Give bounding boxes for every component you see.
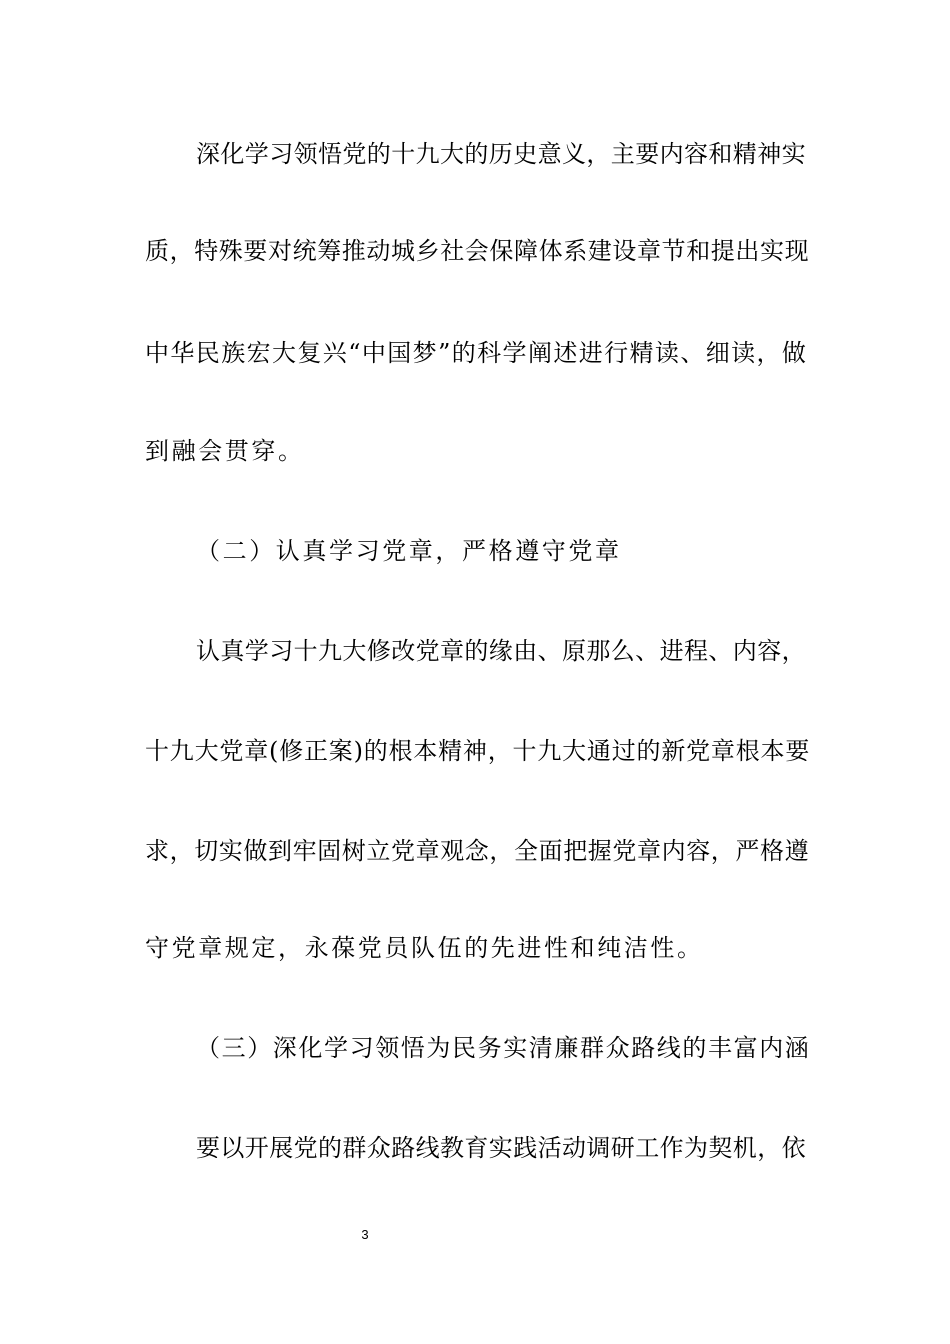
section-heading: （二）认真学习党章，严格遵守党章 <box>196 537 622 565</box>
paragraph-line: 深化学习领悟党的十九大的历史意义，主要内容和精神实 <box>196 140 806 168</box>
paragraph-line: 认真学习十九大修改党章的缘由、原那么、进程、内容， <box>196 637 806 665</box>
page-number: 3 <box>361 1227 369 1242</box>
paragraph-line: 要以开展党的群众路线教育实践活动调研工作为契机，依 <box>196 1134 806 1162</box>
paragraph-line: 求，切实做到牢固树立党章观念，全面把握党章内容，严格遵 <box>145 837 810 865</box>
paragraph-line: 到融会贯穿。 <box>145 437 305 465</box>
paragraph-line: 守党章规定，永葆党员队伍的先进性和纯洁性。 <box>145 934 704 962</box>
paragraph-line: 十九大党章(修正案)的根本精神，十九大通过的新党章根本要 <box>145 737 811 765</box>
paragraph-line: 中华民族宏大复兴“中国梦”的科学阐述进行精读、细读，做 <box>145 339 808 367</box>
paragraph-line: 质，特殊要对统筹推动城乡社会保障体系建设章节和提出实现 <box>145 237 810 265</box>
section-heading: （三）深化学习领悟为民务实清廉群众路线的丰富内涵 <box>196 1034 811 1062</box>
